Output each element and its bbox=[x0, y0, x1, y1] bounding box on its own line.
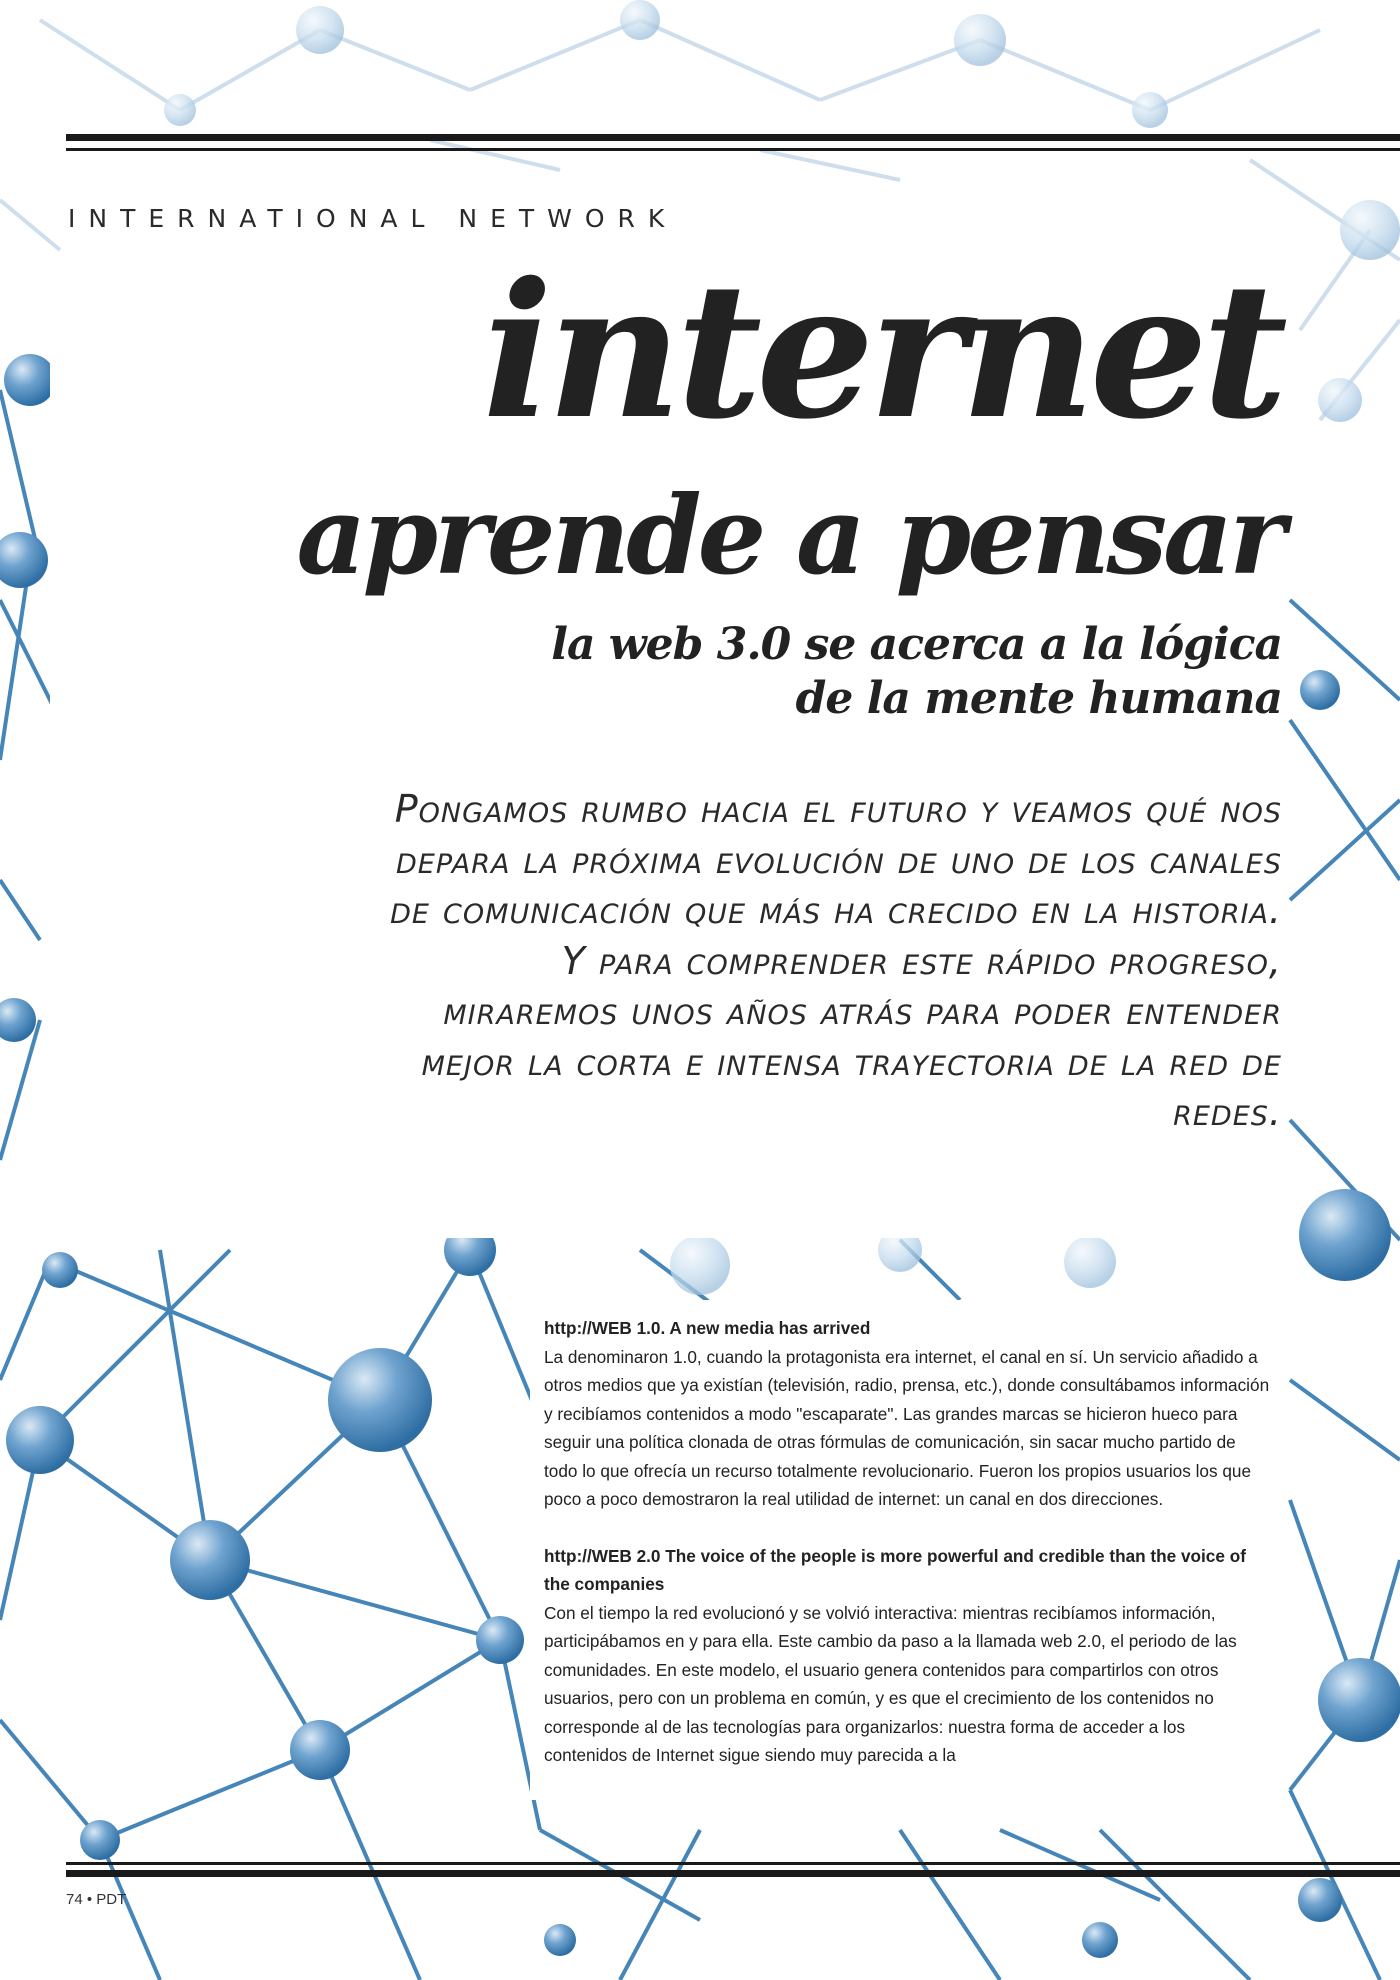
section-text-web-1: La denominaron 1.0, cuando la protagonista era internet, el canal en sí. Un servicio añadido a otros medios que ya existían (televisión, radio, prensa, etc.), donde consultábamos información y recibíamos contenidos a modo "escaparate". Las grandes marcas se hicieron hueco para seguir una política clonada de otras fórmulas de comunicación, sin sacar mucho partido de todo lo que ofrecía un recurso totalmente revolucionario. Fueron los propios usuarios los que poco a poco demostraron la real utilidad de internet: un canal en dos direcciones. bbox=[544, 1346, 1270, 1509]
article-body bbox=[544, 1314, 1272, 1770]
headline-aprende-a-pensar: aprende a pensar bbox=[296, 473, 1282, 599]
page-number: 74 • PDT bbox=[66, 1891, 127, 1908]
subtitle-line-1: la web 3.0 se acerca a la lógica bbox=[551, 619, 1282, 670]
subtitle bbox=[382, 618, 1282, 726]
top-rule-thick bbox=[66, 134, 1400, 141]
section-heading-web-1: http://WEB 1.0. A new media has arrived bbox=[544, 1318, 871, 1338]
headline-internet: internet bbox=[482, 241, 1282, 460]
section-text-web-2: Con el tiempo la red evolucionó y se volvió interactiva: mientras recibíamos información, participábamos en y para ella. Este cambio da paso a la llamada web 2.0, el periodo de las comunidades. En este modelo, el usuario genera contenidos para compartirlos con otros usuarios, pero con un problema en común, y es que el crecimiento de los contenidos no corresponde al de las tecnologías para organizarlos: nuestra forma de acceder a los contenidos de Internet sigue siendo muy parecida a la bbox=[544, 1602, 1237, 1765]
section-tag: INTERNATIONAL NETWORK bbox=[68, 204, 678, 233]
subtitle-line-2: de la mente humana bbox=[795, 673, 1282, 724]
bottom-rule-thick bbox=[66, 1870, 1400, 1877]
lead-paragraph: Pongamos rumbo hacia el futuro y veamos qué nos depara la próxima evolución de uno de los canales de comunicación que más ha crecido en la historia. Y para comprender este rápido progreso, miraremos unos años atrás para poder entender mejor la corta e intensa trayectoria de la red de redes. bbox=[390, 787, 1282, 1134]
top-rule-thin bbox=[66, 148, 1400, 151]
section-heading-web-2: http://WEB 2.0 The voice of the people is more powerful and credible than the voice of the companies bbox=[544, 1545, 1246, 1594]
bottom-rule-thin bbox=[66, 1862, 1400, 1865]
